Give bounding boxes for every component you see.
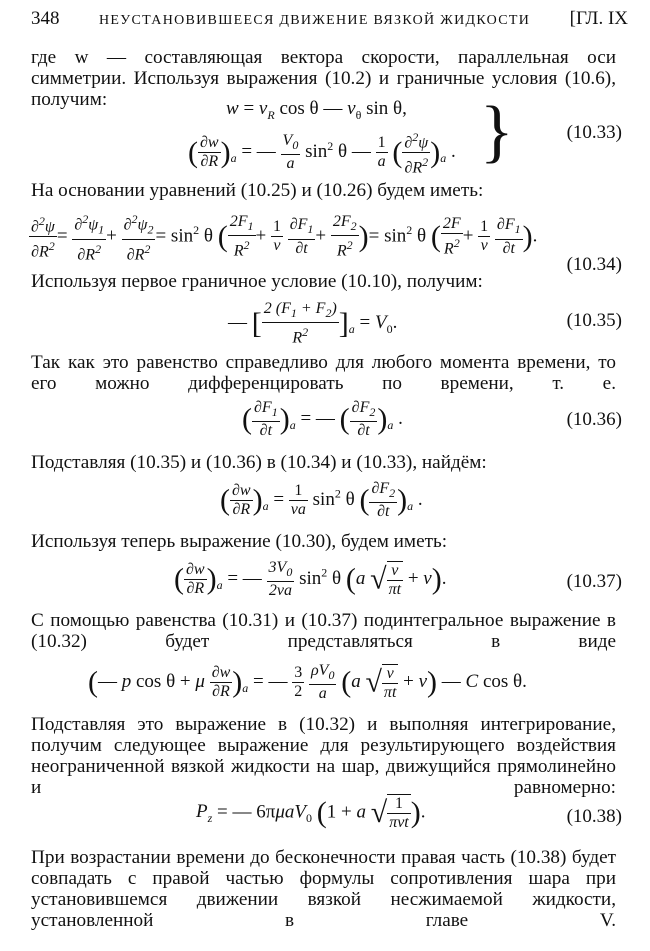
equation-10-35: — [ $\frac{2 (F_1 + F_2)}{R^2}$ ]$_a = V_0$. (10.35)	[228, 300, 622, 347]
paragraph-3: Используя первое граничное условие (10.10), получим:	[31, 271, 483, 292]
paragraph-1: где w — составляющая вектора скорости, параллельная оси симметрии. Используя выражения (10.2) и граничные условия (10.6), получим:	[31, 47, 616, 110]
running-title: НЕУСТАНОВИВШЕЕСЯ ДВИЖЕНИЕ ВЯЗКОЙ ЖИДКОСТИ	[99, 13, 531, 28]
equation-10-38: $P_z$ = — 6πμaV$_0$ (1 + a √ $\frac{1}{\text{πνt}}$ ). (10.38)	[196, 795, 622, 831]
paragraph-8: Подставляя это выражение в (10.32) и выполняя интегрирование, получим следующее выражение для результирующего воздействия неограниченной вязкой жидкости на шар, движущийся прямолинейно и равномерно:	[31, 714, 616, 798]
equation-number-10-37: (10.37)	[566, 571, 622, 592]
paragraph-4: Так как это равенство справедливо для любого момента времени, то его можно дифференцировать по времени, т. е.	[31, 352, 616, 394]
paragraph-9: При возрастании времени до бесконечности правая часть (10.38) будет совпадать с правой частью формулы сопротивления шара при установившемся движении вязкой несжимаемой жидкости, установленной в главе V.	[31, 847, 616, 931]
equation-10-37: ( $\frac{\partial w}{\partial R}$ )$_a$ = — $\frac{3V_0}{2\nu a}$ $\sin^2 \theta$ (a √ $\frac{\nu}{\pi t}$ + ν). (10.37)	[174, 559, 622, 600]
equation-number-10-38: (10.38)	[566, 806, 622, 827]
equation-surface-force: (— p cos θ + μ $\frac{\partial w}{\partial R}$ )$_a$ = — $\frac{3}{2}$ $\frac{\rho V_0}{a}$ (a √ $\frac{\nu}{\pi t}$ + ν) — C cos θ.	[88, 662, 527, 703]
chapter-label: [ГЛ. IX	[569, 8, 628, 29]
equation-number-10-34: (10.34)	[566, 254, 622, 275]
equation-10-33: $w = v_R$ cos θ — $v_\theta$ sin θ, ( $\frac{\partial w}{\partial R}$ )$_a$ = — $\frac{V_0}{a}$ $\sin^2 \theta$ — $\frac{1}{a}$ ( $\frac{\partial^2\psi}{\partial R^2}$ )$_a$ . } (10.33)	[188, 93, 622, 177]
equation-number-10-33: (10.33)	[566, 122, 622, 143]
equation-dw-dR: ( $\frac{\partial w}{\partial R}$ )$_a$ = $\frac{1}{\nu a}$ $\sin^2 \theta$ ( $\frac{\partial F_2}{\partial t}$ )$_a$ .	[220, 480, 423, 521]
equation-10-36: ( $\frac{\partial F_1}{\partial t}$ )$_a$ = — ( $\frac{\partial F_2}{\partial t}$ )$_a$ . (10.36)	[242, 399, 622, 440]
equation-number-10-36: (10.36)	[566, 409, 622, 430]
equation-number-10-35: (10.35)	[566, 310, 622, 331]
paragraph-6: Используя теперь выражение (10.30), будем иметь:	[31, 531, 448, 552]
running-header	[31, 8, 628, 34]
paragraph-7: С помощью равенства (10.31) и (10.37) подинтегральное выражение в (10.32) будет представляться в виде	[31, 610, 616, 652]
equation-10-34: $\frac{\partial^2\psi}{\partial R^2}$ = $\frac{\partial^2\psi_1}{\partial R^2}$ + $\frac{\partial^2\psi_2}{\partial R^2}$ = $\sin^2 \theta$ ( $\frac{2F_1}{R^2}$ + $\frac{1}{\nu}$ $\frac{\partial F_1}{\partial t}$ + $\frac{2F_2}{R^2}$ )= $\sin^2 \theta$ ( $\frac{2F}{R^2}$ + $\frac{1}{\nu}$ $\frac{\partial F_1}{\partial t}$ ). (10.34)	[31, 212, 622, 275]
paragraph-2: На основании уравнений (10.25) и (10.26) будем иметь:	[31, 180, 484, 201]
paragraph-5: Подставляя (10.35) и (10.36) в (10.34) и (10.33), найдём:	[31, 452, 487, 473]
page-number: 348	[31, 8, 60, 29]
